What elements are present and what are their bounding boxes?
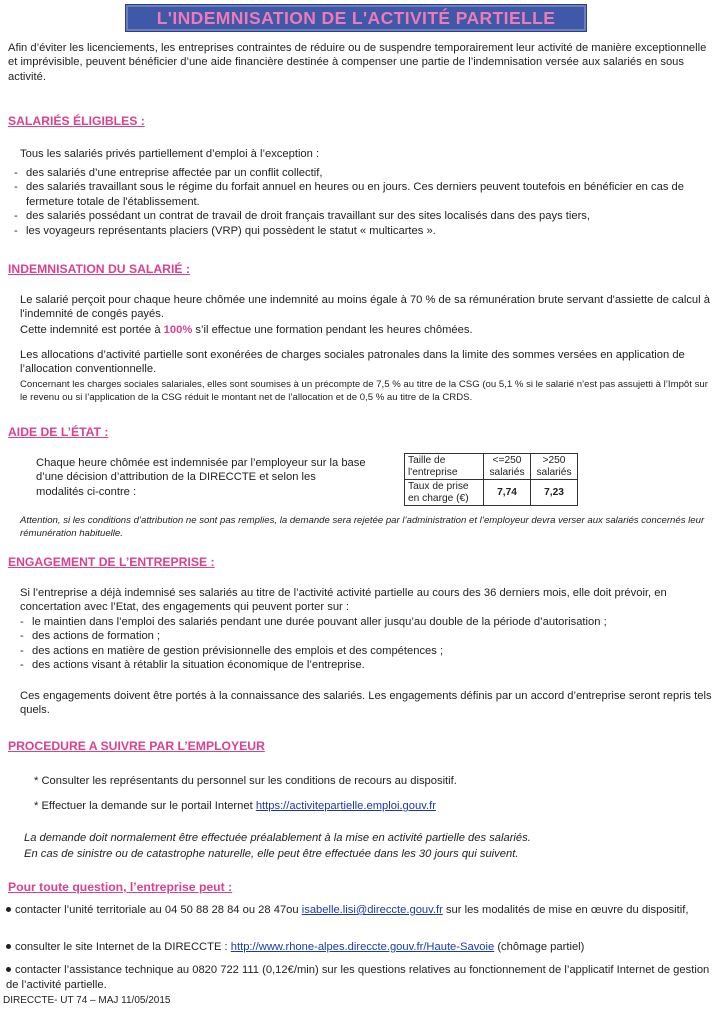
s2-p2-text: Cette indemnité est portée à — [20, 324, 164, 336]
table-cell: 7,23 — [531, 480, 578, 506]
s4-p1: Si l’entreprise a déjà indemnisé ses salariés au titre de l’activité activité partielle au cours des 36 derniers mois, elle doit prévoir, en concertation avec l’Etat, des engagements qui peuvent porter sur : — [20, 587, 667, 614]
direccte-site-link[interactable]: http://www.rhone-alpes.direccte.gouv.fr/Haute-Savoie — [230, 941, 495, 953]
s2-p1: Le salarié perçoit pour chaque heure chômée une indemnité au moins égale à 70 % de sa rémunération brute servant d'assiette de calcul à l'indemnité de congés payés. — [20, 294, 710, 321]
s5-item2 — [34, 799, 714, 813]
intro-paragraph: Afin d’éviter les licenciements, les entreprises contraintes de réduire ou de suspendre temporairement leur activité de manière exceptionnelle et imprévisible, peuvent bénéficier d’une aide financière destinée à compenser une partie de l’indemnisation versée aux salariés en sous activité. — [8, 42, 707, 83]
contact-bullet-2 — [6, 940, 714, 955]
s2-p3: Les allocations d’activité partielle sont exonérées de charges sociales patronales dans la limite des sommes versées en application de l’allocation conventionnelle. — [20, 349, 685, 376]
s2-p4: Concernant les charges sociales salariales, elles sont soumises à un précompte de 7,5 % au titre de la CSG (ou 5,1 % si le salarié n’est pas assujetti à l’Impôt sur le revenu ou si l’application de la CSG réduit le montant net de l’allocation et de 0,5 % au titre de la CRDS. — [20, 379, 708, 403]
rates-table — [404, 453, 578, 506]
s4-list — [20, 615, 714, 673]
s1-lead: Tous les salariés privés partiellement d’emploi à l’exception : — [20, 148, 320, 160]
list-item: - des actions visant à rétablir la situation économique de l’entreprise. — [20, 658, 714, 672]
footer-reference: DIRECCTE- UT 74 – MAJ 11/05/2015 — [3, 995, 171, 1006]
title-banner — [125, 4, 587, 32]
list-item: - des actions de formation ; — [20, 629, 714, 643]
s5-item1: * Consulter les représentants du personnel sur les conditions de recours au dispositif. — [34, 775, 457, 787]
list-item: - des salariés possédant un contrat de travail de droit français travaillant sur des sites localisés dans des pays tiers, — [14, 209, 714, 223]
heading-indemnisation-salarie: INDEMNISATION DU SALARIÉ : — [8, 262, 190, 276]
bullet-dot-icon — [6, 944, 11, 949]
list-item: - le maintien dans l’emploi des salariés pendant une durée pouvant aller jusqu’au double de la période d’autorisation ; — [20, 615, 714, 629]
table-cell: 7,74 — [484, 480, 531, 506]
site-text: consulter le site Internet de la DIRECCTE : — [15, 941, 231, 953]
page-title: L'INDEMNISATION DE L'ACTIVITÉ PARTIELLE — [156, 8, 556, 28]
table-cell: <=250 salariés — [484, 454, 531, 480]
email-link[interactable]: isabelle.lisi@direccte.gouv.fr — [301, 904, 443, 916]
heading-engagement-entreprise: ENGAGEMENT DE L’ENTREPRISE : — [8, 555, 215, 569]
portal-link[interactable]: https://activitepartielle.emploi.gouv.fr — [255, 800, 436, 812]
assistance-text: contacter l’assistance technique au 0820 722 111 (0,12€/min) sur les questions relatives au fonctionnement de l’applicatif Internet de gestion de l’activité partielle. — [6, 964, 710, 991]
heading-questions: Pour toute question, l’entreprise peut : — [8, 880, 233, 894]
heading-aide-etat: AIDE DE L’ÉTAT : — [8, 425, 109, 439]
heading-procedure: PROCEDURE A SUIVRE PAR L’EMPLOYEUR — [8, 739, 265, 753]
table-cell: >250 salariés — [531, 454, 578, 480]
bullet-dot-icon — [6, 907, 11, 912]
table-cell: Taille de l'entreprise — [405, 454, 484, 480]
contact-text: contacter l’unité territoriale au 04 50 88 28 84 ou 28 47ou — [15, 904, 302, 916]
bullet-dot-icon — [6, 967, 11, 972]
heading-salaries-eligibles: SALARIÉS ÉLIGIBLES : — [8, 114, 145, 128]
list-item: - des actions en matière de gestion prévisionnelle des emplois et des compétences ; — [20, 644, 714, 658]
s3-p1: Chaque heure chômée est indemnisée par l’employeur sur la base d’une décision d’attribution de la DIRECCTE et selon les modalités ci-contre : — [36, 457, 366, 498]
list-item: - les voyageurs représentants placiers (VRP) qui possèdent le statut « multicartes ». — [14, 224, 714, 238]
s5-note1: La demande doit normalement être effectuée préalablement à la mise en activité partielle des salariés. — [24, 832, 531, 844]
table-cell: Taux de prise en charge (€) — [405, 480, 484, 506]
list-item: - des salariés d’une entreprise affectée par un conflit collectif, — [14, 166, 714, 180]
s2-p2 — [20, 323, 710, 337]
contact-text-end: sur les modalités de mise en œuvre du dispositif, — [442, 904, 689, 916]
s2-p2-highlight: 100% — [163, 324, 193, 336]
s5-item2-text: * Effectuer la demande sur le portail Internet — [34, 800, 256, 812]
s1-list — [14, 166, 714, 238]
s4-p2: Ces engagements doivent être portés à la connaissance des salariés. Les engagements définis par un accord d’entreprise seront repris tels quels. — [20, 690, 712, 717]
s5-note2: En cas de sinistre ou de catastrophe naturelle, elle peut être effectuée dans les 30 jours qui suivent. — [24, 848, 519, 860]
contact-bullet-1 — [6, 903, 714, 918]
site-text-end: (chômage partiel) — [494, 941, 585, 953]
s3-note: Attention, si les conditions d’attribution ne sont pas remplies, la demande sera rejetée par l’administration et l’employeur devra verser aux salariés concernés leur rémunération habituelle. — [20, 515, 705, 539]
contact-bullet-3 — [6, 963, 714, 992]
s2-p2-text-end: s’il effectue une formation pendant les heures chômées. — [192, 324, 473, 336]
list-item: - des salariés travaillant sous le régime du forfait annuel en heures ou en jours. Ces derniers peuvent toutefois en bénéficier en cas de fermeture totale de l'établissement. — [14, 180, 714, 209]
